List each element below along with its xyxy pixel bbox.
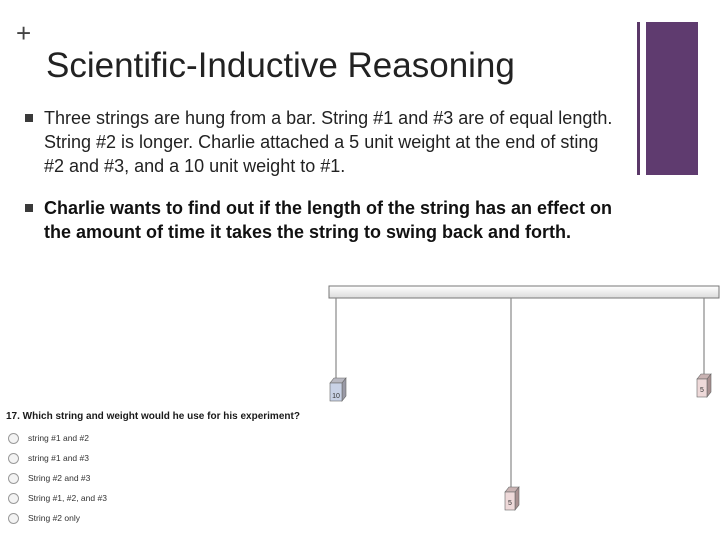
- weight-label: 5: [700, 387, 704, 394]
- option-label: string #1 and #2: [28, 433, 89, 443]
- answer-option[interactable]: [8, 508, 107, 528]
- radio-button[interactable]: [8, 473, 19, 484]
- option-label: String #2 and #3: [28, 473, 91, 483]
- bullet-text: Charlie wants to find out if the length of the string has an effect on the amount of time it takes the string to swing back and forth.: [44, 198, 613, 242]
- answer-option[interactable]: [8, 488, 107, 508]
- question-text: 17. Which string and weight would he use for his experiment?: [6, 411, 300, 422]
- weight-label: 5: [508, 500, 512, 507]
- slide-title: Scientific-Inductive Reasoning: [46, 46, 515, 85]
- radio-button[interactable]: [8, 513, 19, 524]
- option-label: String #2 only: [28, 513, 80, 523]
- option-label: string #1 and #3: [28, 453, 89, 463]
- answer-option[interactable]: [8, 428, 107, 448]
- radio-button[interactable]: [8, 453, 19, 464]
- weight-string-1: [330, 378, 346, 401]
- answer-option[interactable]: [8, 448, 107, 468]
- option-label: String #1, #2, and #3: [28, 493, 107, 503]
- weight-label: 10: [332, 393, 340, 400]
- hanging-bar: [329, 286, 719, 298]
- weight-string-3: [697, 374, 711, 397]
- plus-icon: +: [16, 18, 32, 48]
- answer-options: [8, 428, 107, 528]
- weight-string-2: [505, 487, 519, 510]
- answer-option[interactable]: [8, 468, 107, 488]
- radio-button[interactable]: [8, 493, 19, 504]
- bullet-text: Three strings are hung from a bar. String #1 and #3 are of equal length. String #2 is longer. Charlie attached a 5 unit weight at the end of sting #2 and #3, and a 10 unit weight to #1.: [44, 108, 613, 176]
- radio-button[interactable]: [8, 433, 19, 444]
